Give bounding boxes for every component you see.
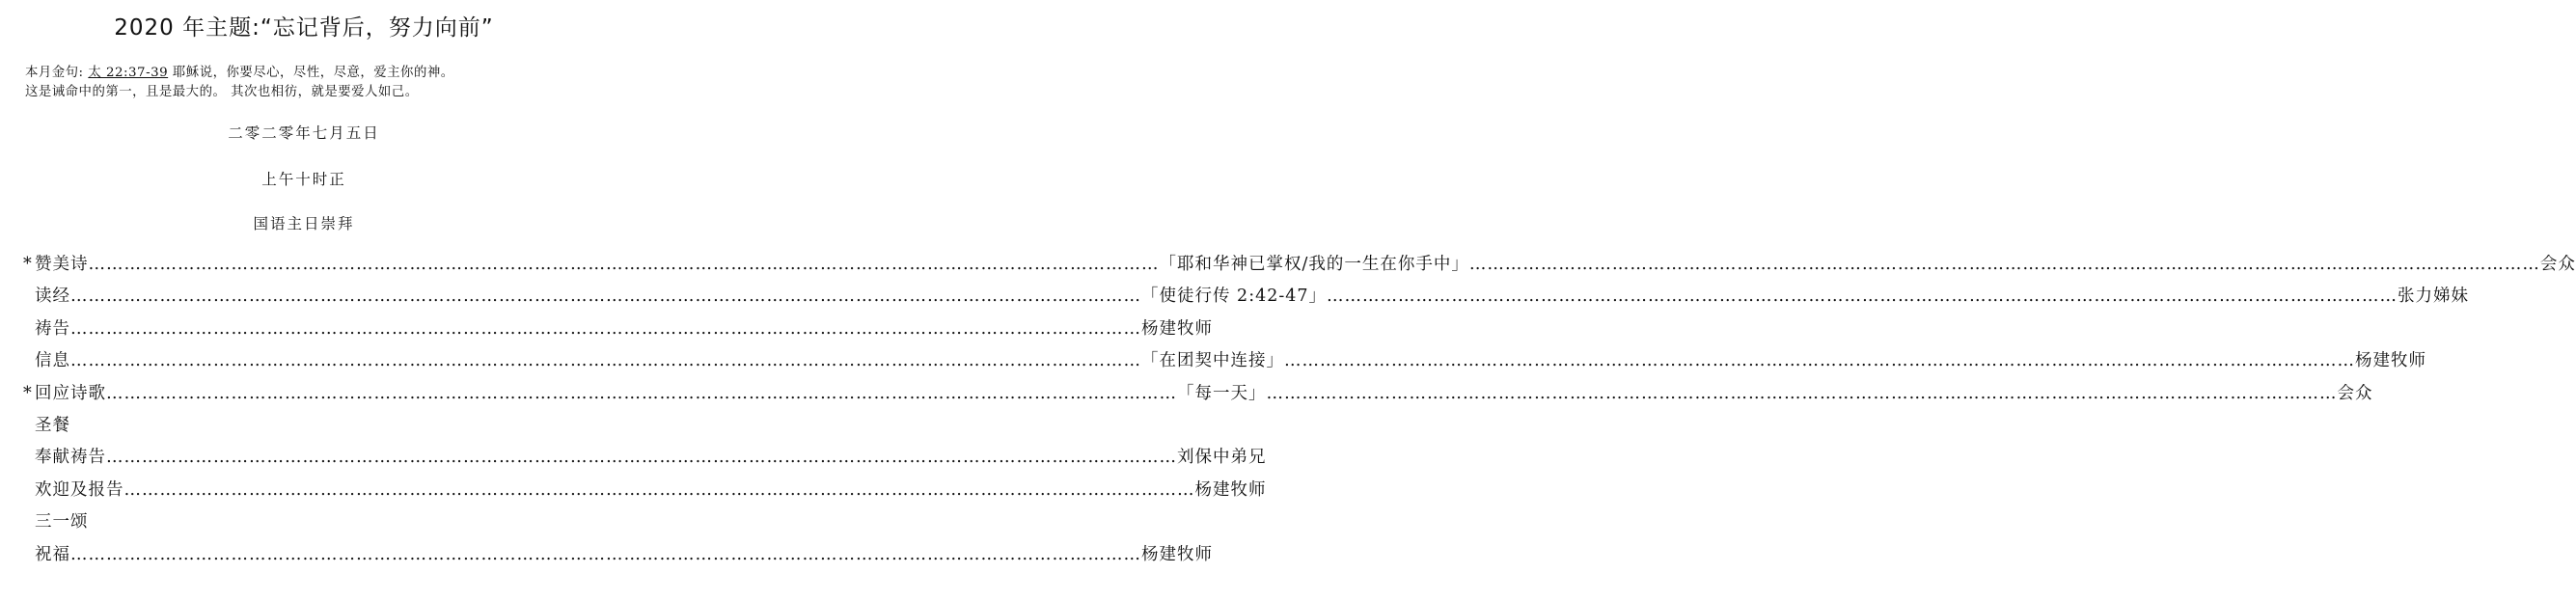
program-person: 杨建牧师 <box>2355 351 2426 371</box>
program-row <box>23 281 2470 313</box>
service-name: 国语主日崇拜 <box>253 215 355 232</box>
program-person: 杨建牧师 <box>1141 544 1213 564</box>
program-row <box>23 378 2373 410</box>
program-person: 张力娣妹 <box>2398 287 2470 307</box>
verse-text-1: 耶稣说，你要尽心，尽性，尽意，爱主你的神。 <box>172 66 454 80</box>
program-detail: 「每一天」 <box>1177 383 1267 403</box>
program-part: 祝福 <box>35 544 70 564</box>
program-person: 会众 <box>2539 255 2576 274</box>
program-part: 欢迎及报告 <box>35 479 124 500</box>
verse-reference-link[interactable]: 太 22:37-39 <box>88 66 169 80</box>
leader-dots: ……………………………………………………………………………………………………………………………………………………………… <box>70 318 1141 339</box>
program-part: 回应诗歌 <box>35 383 106 403</box>
program-row <box>23 475 1267 506</box>
leader-dots: ……………………………………………………………………………………………………………………………………………………………… <box>1468 255 2540 274</box>
leader-dots: ……………………………………………………………………………………………………………………………………………………………… <box>70 544 1141 564</box>
program-person: 会众 <box>2337 383 2373 403</box>
service-date: 二零二零年七月五日 <box>228 124 380 142</box>
program-row <box>23 345 2426 377</box>
leader-dots: ……………………………………………………………………………………………………………………………………………………………… <box>106 383 1177 403</box>
program-row <box>23 249 2576 281</box>
program-part: 祷告 <box>35 318 70 339</box>
leader-dots: ……………………………………………………………………………………………………………………………………………………………… <box>70 287 1141 307</box>
program-row <box>23 442 1267 474</box>
leader-dots: ……………………………………………………………………………………………………………………………………………………………… <box>1284 351 2355 371</box>
asterisk-mark: * <box>23 255 33 274</box>
program-part: 圣餐 <box>35 415 70 435</box>
program-row <box>23 506 563 538</box>
verse-text-2: 这是诫命中的第一，且是最大的。 其次也相彷，就是要爱人如己。 <box>25 85 419 99</box>
program-person: 杨建牧师 <box>1141 318 1213 339</box>
leader-dots: ……………………………………………………………………………………………………………………………………………………………… <box>88 255 1160 274</box>
leader-dots: ……………………………………………………………………………………………………………………………………………………………… <box>1327 287 2398 307</box>
program-part: 信息 <box>35 351 70 371</box>
verse-line-1 <box>25 64 594 83</box>
program-row <box>23 410 563 442</box>
program-part: 读经 <box>35 287 70 307</box>
verse-label: 本月金句: <box>25 66 84 80</box>
program-detail: 「耶和华神已掌权/我的一生在你手中」 <box>1159 255 1469 274</box>
program-part: 赞美诗 <box>35 255 89 274</box>
program-row <box>23 314 1213 345</box>
service-time: 上午十时正 <box>261 171 346 188</box>
program-person: 杨建牧师 <box>1194 479 1267 500</box>
program-detail: 「使徒行传 2:42-47」 <box>1141 287 1328 307</box>
asterisk-mark: * <box>23 383 33 403</box>
program-person: 刘保中弟兄 <box>1177 448 1267 468</box>
memory-verse <box>25 64 594 102</box>
order-of-service <box>23 249 2576 571</box>
leader-dots: ……………………………………………………………………………………………………………………………………………………………… <box>123 479 1195 500</box>
program-detail: 「在团契中连接」 <box>1141 351 1284 371</box>
page-title: 2020 年主题:“忘记背后，努力向前” <box>114 15 494 41</box>
program-row <box>23 539 1213 571</box>
program-part: 三一颂 <box>35 512 89 533</box>
leader-dots: ……………………………………………………………………………………………………………………………………………………………… <box>1266 383 2338 403</box>
leader-dots: ……………………………………………………………………………………………………………………………………………………………… <box>70 351 1141 371</box>
leader-dots: ……………………………………………………………………………………………………………………………………………………………… <box>106 448 1177 468</box>
program-part: 奉献祷告 <box>35 448 106 468</box>
